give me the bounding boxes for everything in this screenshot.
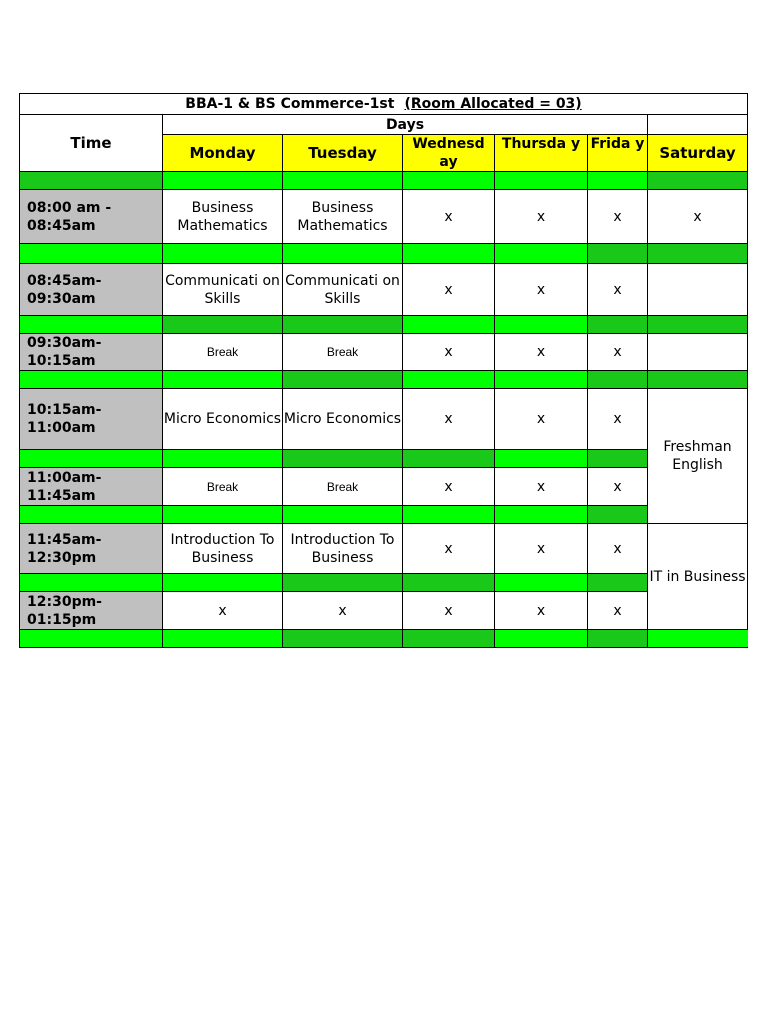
spacer-cell [587, 243, 648, 264]
class-cell-tue: Introduction To Business [282, 523, 403, 574]
spacer-cell [587, 370, 648, 389]
spacer-cell [282, 370, 403, 389]
class-cell-mon: Micro Economics [162, 388, 283, 450]
spacer-cell [587, 449, 648, 468]
class-cell-wed: x [402, 388, 495, 450]
class-cell-mon: x [162, 591, 283, 630]
spacer-cell [282, 449, 403, 468]
day-friday: Frida y [587, 134, 648, 172]
class-cell-fri: x [587, 591, 648, 630]
spacer-cell [647, 243, 748, 264]
spacer-cell [19, 370, 163, 389]
class-cell-thu: x [494, 523, 588, 574]
spacer-cell [402, 573, 495, 592]
day-wednesday: Wednesd ay [402, 134, 495, 172]
time-header: Time [19, 114, 163, 172]
spacer-cell [282, 505, 403, 524]
class-cell-wed: x [402, 263, 495, 316]
spacer-cell [19, 315, 163, 334]
timetable [19, 93, 748, 648]
spacer-cell [587, 505, 648, 524]
class-cell-tue: Break [282, 467, 403, 506]
spacer-cell [587, 171, 648, 190]
class-cell-thu: x [494, 263, 588, 316]
spacer-cell [162, 573, 283, 592]
class-cell-fri: x [587, 467, 648, 506]
class-cell-wed: x [402, 591, 495, 630]
spacer-cell [494, 629, 588, 648]
spacer-cell [494, 315, 588, 334]
spacer-cell [282, 171, 403, 190]
spacer-cell [494, 370, 588, 389]
spacer-cell [19, 629, 163, 648]
title-room: (Room Allocated = 03) [404, 96, 582, 112]
spacer-cell [647, 629, 748, 648]
class-cell-fri: x [587, 388, 648, 450]
spacer-cell [402, 505, 495, 524]
class-cell-tue: x [282, 591, 403, 630]
days-header-blank [647, 114, 748, 135]
spacer-cell [402, 171, 495, 190]
time-slot-cell: 11:00am- 11:45am [19, 467, 163, 506]
class-cell-mon: Break [162, 333, 283, 371]
spacer-cell [647, 171, 748, 190]
class-cell-thu: x [494, 333, 588, 371]
class-cell-fri: x [587, 189, 648, 244]
class-cell-wed: x [402, 189, 495, 244]
class-cell-thu: x [494, 189, 588, 244]
spacer-cell [282, 573, 403, 592]
spacer-cell [647, 315, 748, 334]
time-slot-cell: 08:45am- 09:30am [19, 263, 163, 316]
spacer-cell [587, 573, 648, 592]
class-cell-mon: Introduction To Business [162, 523, 283, 574]
time-slot-cell: 12:30pm- 01:15pm [19, 591, 163, 630]
spacer-cell [282, 243, 403, 264]
class-cell-tue: Communicati on Skills [282, 263, 403, 316]
class-cell-tue: Break [282, 333, 403, 371]
class-cell-mon: Break [162, 467, 283, 506]
class-cell-sat [647, 333, 748, 371]
class-cell-tue: Business Mathematics [282, 189, 403, 244]
spacer-cell [162, 370, 283, 389]
spacer-cell [19, 243, 163, 264]
spacer-cell [494, 505, 588, 524]
spacer-cell [402, 449, 495, 468]
spacer-cell [162, 171, 283, 190]
spacer-cell [494, 171, 588, 190]
spacer-cell [587, 629, 648, 648]
spacer-cell [402, 315, 495, 334]
saturday-it-in-business: IT in Business [647, 523, 748, 630]
spacer-cell [19, 449, 163, 468]
spacer-cell [162, 315, 283, 334]
class-cell-mon: Business Mathematics [162, 189, 283, 244]
spacer-cell [19, 505, 163, 524]
spacer-cell [162, 449, 283, 468]
day-saturday: Saturday [647, 134, 748, 172]
spacer-cell [162, 243, 283, 264]
class-cell-fri: x [587, 333, 648, 371]
class-cell-fri: x [587, 263, 648, 316]
class-cell-fri: x [587, 523, 648, 574]
class-cell-thu: x [494, 388, 588, 450]
spacer-cell [402, 629, 495, 648]
time-slot-cell: 09:30am- 10:15am [19, 333, 163, 371]
spacer-cell [19, 171, 163, 190]
spacer-cell [587, 315, 648, 334]
class-cell-wed: x [402, 467, 495, 506]
spacer-cell [647, 370, 748, 389]
day-tuesday: Tuesday [282, 134, 403, 172]
time-slot-cell: 08:00 am - 08:45am [19, 189, 163, 244]
title-main: BBA-1 & BS Commerce-1st [185, 96, 395, 112]
class-cell-wed: x [402, 333, 495, 371]
spacer-cell [19, 573, 163, 592]
spacer-cell [282, 629, 403, 648]
timetable-title [19, 93, 748, 115]
time-slot-cell: 11:45am- 12:30pm [19, 523, 163, 574]
class-cell-thu: x [494, 591, 588, 630]
day-thursday: Thursda y [494, 134, 588, 172]
class-cell-sat [647, 263, 748, 316]
class-cell-sat: x [647, 189, 748, 244]
class-cell-mon: Communicati on Skills [162, 263, 283, 316]
saturday-freshman-english: Freshman English [647, 388, 748, 524]
class-cell-tue: Micro Economics [282, 388, 403, 450]
class-cell-thu: x [494, 467, 588, 506]
spacer-cell [494, 573, 588, 592]
spacer-cell [494, 449, 588, 468]
class-cell-wed: x [402, 523, 495, 574]
spacer-cell [162, 505, 283, 524]
days-header: Days [162, 114, 648, 135]
day-monday: Monday [162, 134, 283, 172]
spacer-cell [282, 315, 403, 334]
spacer-cell [402, 370, 495, 389]
spacer-cell [494, 243, 588, 264]
time-slot-cell: 10:15am- 11:00am [19, 388, 163, 450]
spacer-cell [162, 629, 283, 648]
spacer-cell [402, 243, 495, 264]
